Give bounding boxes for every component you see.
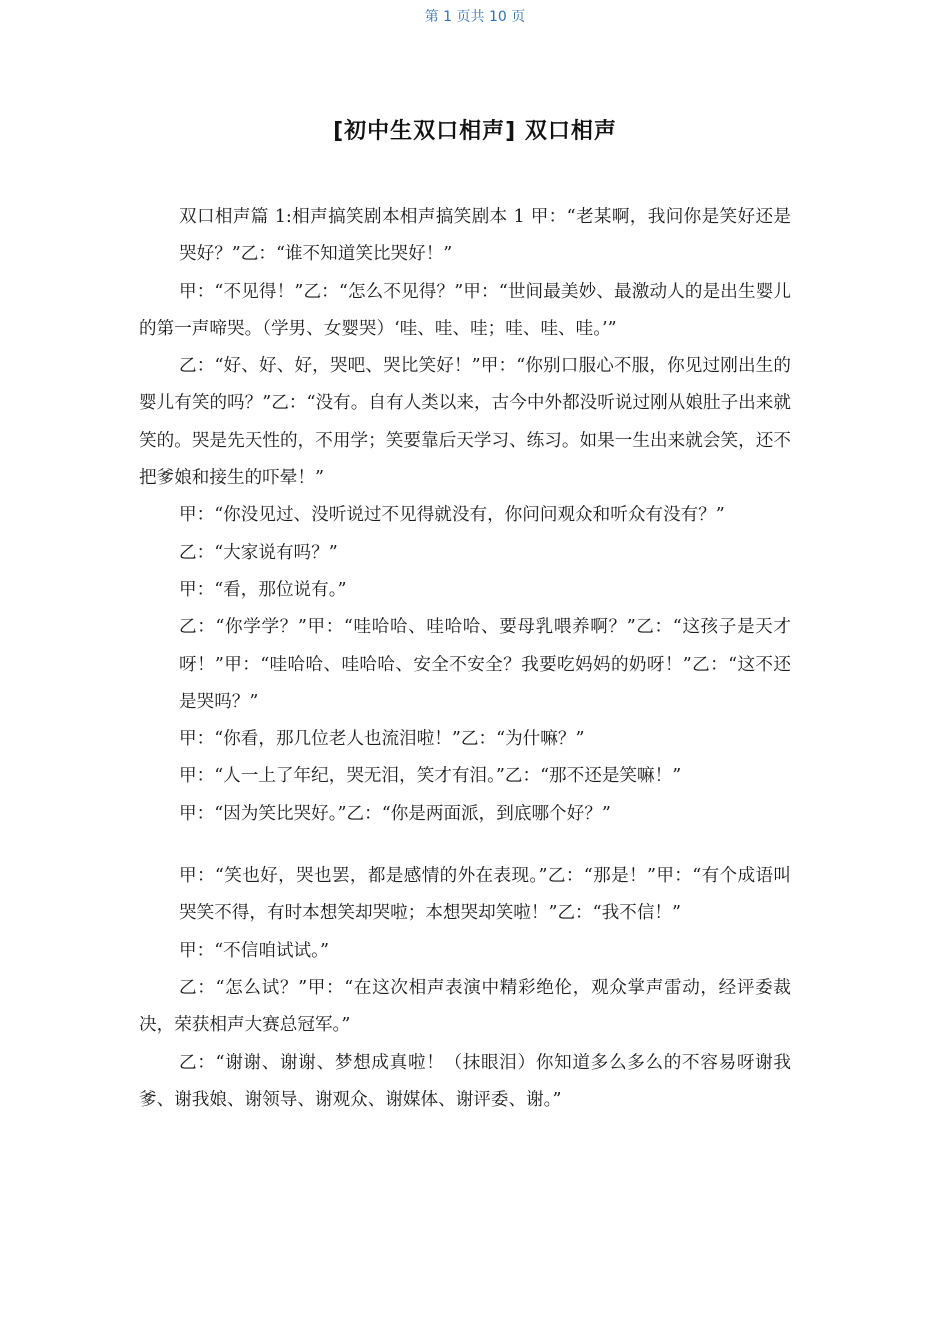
paragraph-gap [139,833,791,858]
paragraph: 乙：“大家说有吗？” [179,542,338,563]
paragraph: 乙：“怎么试？”甲：“在这次相声表演中精彩绝伦，观众掌声雷动，经评委裁决，荣获相声大赛总冠军。” [139,977,791,1036]
document-title: [初中生双口相声] 双口相声 [333,119,617,144]
document-body [139,199,791,1119]
paragraph: 甲：“人一上了年纪，哭无泪，笑才有泪。”乙：“那不还是笑嘛！” [179,766,682,787]
paragraph: 甲：“因为笑比哭好。”乙：“你是两面派，到底哪个好？” [179,803,611,824]
paragraph: 乙：“你学学？”甲：“哇哈哈、哇哈哈、要母乳喂养啊？”乙：“这孩子是天才呀！”甲：“哇哈哈、哇哈哈、安全不安全？我要吃妈妈的奶呀！”乙：“这不还是哭吗？” [179,617,791,712]
paragraph: 甲：“你没见过、没听说过不见得就没有，你问问观众和听众有没有？” [179,505,725,526]
paragraph: 甲：“看，那位说有。” [179,579,347,600]
page-indicator: 第 1 页共 10 页 [424,9,526,25]
paragraph: 双口相声篇 1:相声搞笑剧本相声搞笑剧本 1 甲：“老某啊，我问你是笑好还是哭好？”乙：“谁不知道笑比哭好！” [179,207,791,265]
paragraph: 乙：“好、好、好，哭吧、哭比笑好！”甲：“你别口服心不服，你见过刚出生的婴儿有笑的吗？”乙：“没有。自有人类以来，古今中外都没听说过刚从娘肚子出来就笑的。哭是先天性的，不用学；笑要靠后天学习、练习。如果一生出来就会笑，还不把爹娘和接生的吓晕！” [139,356,791,489]
paragraph: 甲：“你看，那几位老人也流泪啦！”乙：“为什嘛？” [179,729,585,750]
paragraph: 甲：“笑也好，哭也罢，都是感情的外在表现。”乙：“那是！”甲：“有个成语叫哭笑不得，有时本想笑却哭啦；本想哭却笑啦！”乙：“我不信！” [179,866,791,924]
paragraph: 乙：“谢谢、谢谢、梦想成真啦！（抹眼泪）你知道多么多么的不容易呀谢我爹、谢我娘、谢领导、谢观众、谢媒体、谢评委、谢。” [139,1052,791,1110]
paragraph: 甲：“不见得！”乙：“怎么不见得？”甲：“世间最美妙、最激动人的是出生婴儿的第一声啼哭。（学男、女婴哭）‘哇、哇、哇；哇、哇、哇。’” [139,281,791,339]
paragraph: 甲：“不信咱试试。” [179,940,329,961]
